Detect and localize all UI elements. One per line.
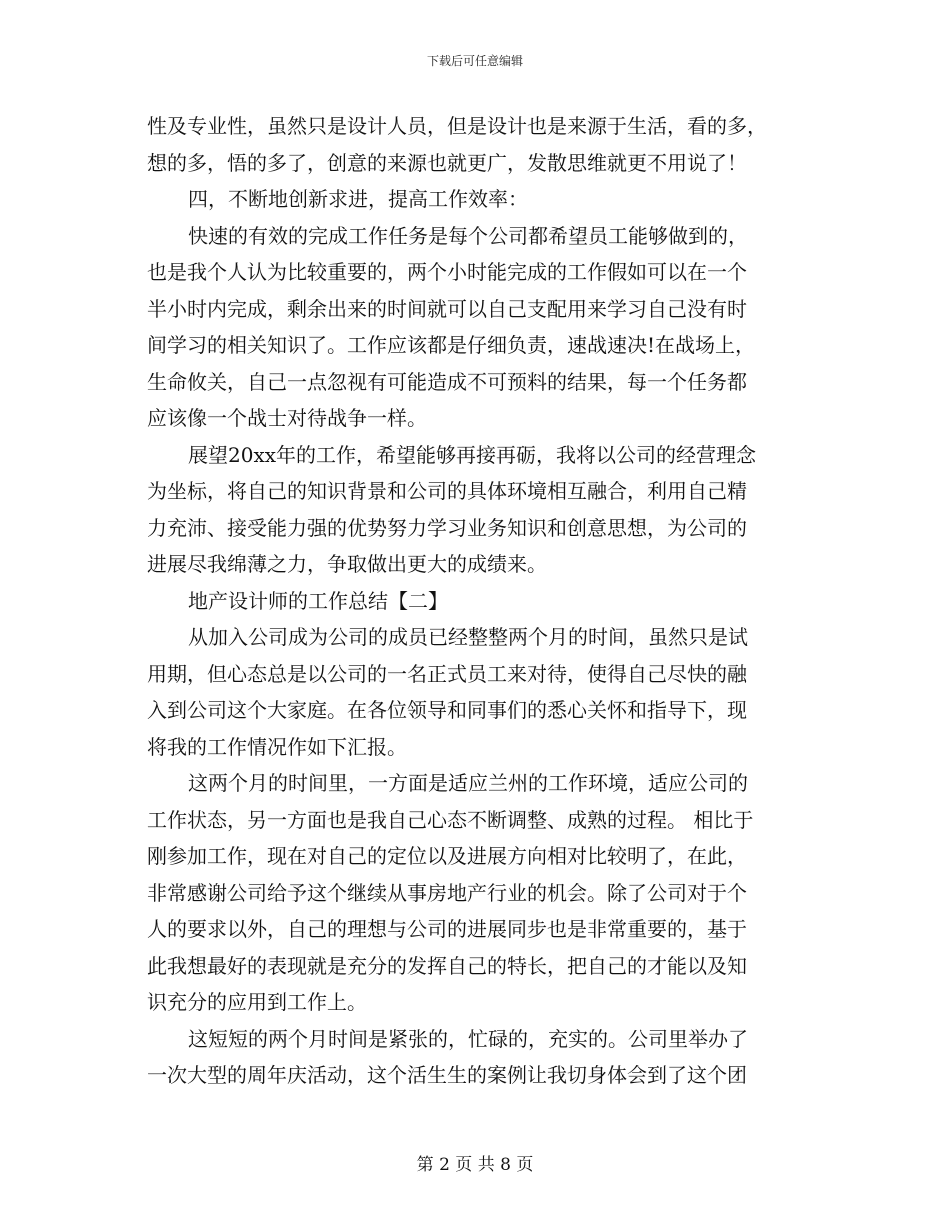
header-note: 下载后可任意编辑: [426, 54, 523, 68]
body-text-line: 刚参加工作，现在对自己的定位以及进展方向相对比较明了，在此，: [147, 844, 747, 868]
body-text-line: 识充分的应用到工作上。: [147, 990, 367, 1014]
body-text-line: 这短短的两个月时间是紧张的，忙碌的，充实的。公司里举办了: [188, 1026, 748, 1051]
body-text-line: 应该像一个战士对待战争一样。: [147, 406, 427, 430]
body-text-line: 一次大型的周年庆活动，这个活生生的案例让我切身体会到了这个团: [147, 1063, 747, 1087]
body-text-line: 这两个月的时间里，一方面是适应兰州的工作环境，适应公司的: [188, 771, 748, 795]
body-text-line: 快速的有效的完成工作任务是每个公司都希望员工能够做到的，: [188, 223, 748, 248]
body-text-line: 进展尽我绵薄之力，争取做出更大的成绩来。: [147, 552, 547, 576]
body-text-line: 将我的工作情况作如下汇报。: [147, 734, 407, 759]
body-text-line: 此我想最好的表现就是充分的发挥自己的特长，把自己的才能以及知: [147, 953, 747, 978]
body-text-line: 地产设计师的工作总结【二】: [188, 588, 448, 613]
body-text-line: 也是我个人认为比较重要的，两个小时能完成的工作假如可以在一个: [147, 260, 747, 284]
body-text-line: 半小时内完成，剩余出来的时间就可以自己支配用来学习自己没有时: [147, 296, 747, 321]
body-text-line: 从加入公司成为公司的成员已经整整两个月的时间，虽然只是试: [188, 625, 748, 649]
body-text-line: 性及专业性，虽然只是设计人员，但是设计也是来源于生活，看的多，: [147, 114, 767, 138]
body-text-line: 为坐标，将自己的知识背景和公司的具体环境相互融合，利用自己精: [147, 479, 747, 503]
page-number: 第 2 页 共 8 页: [416, 1155, 534, 1175]
body-text-line: 力充沛、接受能力强的优势努力学习业务知识和创意思想，为公司的: [147, 515, 747, 540]
body-text-line: 间学习的相关知识了。工作应该都是仔细负责，速战速决!在战场上，: [147, 333, 756, 357]
body-text-line: 展望20xx年的工作，希望能够再接再砺，我将以公司的经营理念: [188, 442, 757, 467]
body-text-line: 非常感谢公司给予这个继续从事房地产行业的机会。除了公司对于个: [147, 880, 747, 905]
body-text-line: 生命攸关，自己一点忽视有可能造成不可预料的结果，每一个任务都: [147, 369, 747, 394]
body-text-line: 工作状态，另一方面也是我自己心态不断调整、成熟的过程。 相比于: [147, 807, 754, 832]
body-text-line: 入到公司这个大家庭。在各位领导和同事们的悉心关怀和指导下，现: [147, 698, 747, 722]
body-text-line: 用期，但心态总是以公司的一名正式员工来对待，使得自己尽快的融: [147, 661, 747, 686]
document-body: [147, 108, 817, 1094]
body-text-line: 想的多，悟的多了，创意的来源也就更广，发散思维就更不用说了！: [147, 150, 747, 175]
body-text-line: 四，不断地创新求进，提高工作效率：: [188, 187, 528, 211]
body-text-line: 人的要求以外，自己的理想与公司的进展同步也是非常重要的，基于: [147, 917, 747, 941]
